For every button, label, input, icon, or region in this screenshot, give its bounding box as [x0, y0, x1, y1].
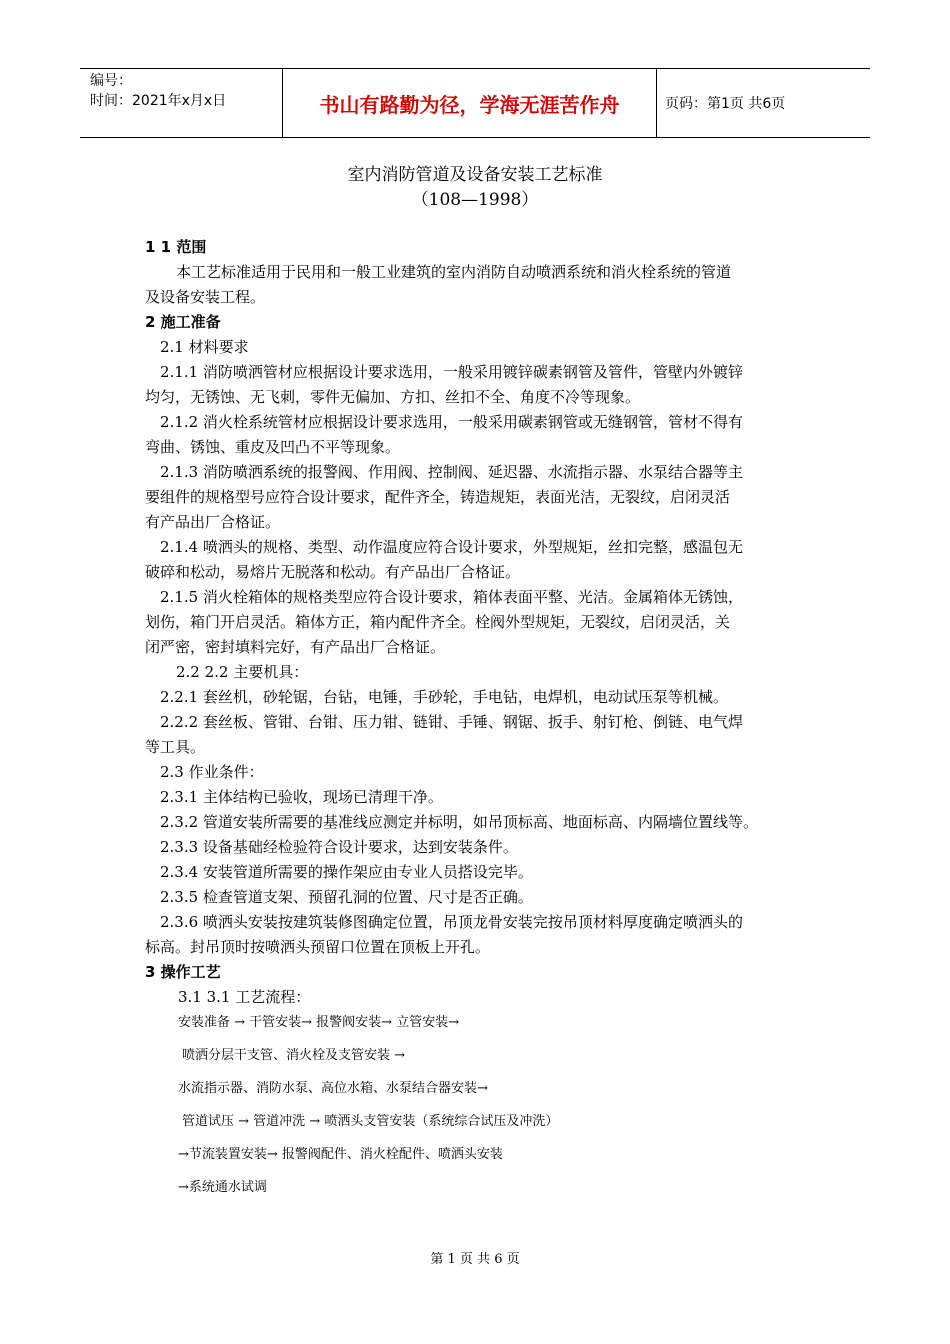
subsection-heading: 2.2 2.2 主要机具： — [176, 663, 309, 681]
flow-step-line: →节流装置安装→ 报警阀配件、消火栓配件、喷洒头安装 — [178, 1147, 503, 1162]
section-3-heading: 3 操作工艺 — [145, 963, 221, 981]
paragraph-line: 2.1.5 消火栓箱体的规格类型应符合设计要求，箱体表面平整、光洁。金属箱体无锈蚀， — [160, 588, 743, 606]
header-table — [80, 68, 870, 138]
paragraph-line: 要组件的规格型号应符合设计要求，配件齐全，铸造规矩，表面光洁，无裂纹，启闭灵活 — [145, 488, 731, 506]
section-1-heading: 1 1 范围 — [145, 238, 207, 256]
paragraph-line: 弯曲、锈蚀、重皮及凹凸不平等现象。 — [145, 438, 401, 456]
paragraph-line: 2.1.2 消火栓系统管材应根据设计要求选用，一般采用碳素钢管或无缝钢管，管材不得有 — [160, 413, 743, 431]
page-info: 页码：第1页 共6页 — [665, 96, 786, 112]
paragraph-line: 2.3.2 管道安装所需要的基准线应测定并标明，如吊顶标高、地面标高、内隔墙位置线等。 — [160, 813, 758, 831]
motto: 书山有路勤为径，学海无涯苦作舟 — [283, 69, 657, 137]
paragraph-line: 2.3.5 检查管道支架、预留孔洞的位置、尺寸是否正确。 — [160, 888, 533, 906]
document-subtitle: （108—1998） — [411, 190, 539, 210]
paragraph-line: 2.2.2 套丝板、管钳、台钳、压力钳、链钳、手锤、钢锯、扳手、射钉枪、倒链、电气焊 — [160, 713, 743, 731]
paragraph-line: 及设备安装工程。 — [145, 288, 266, 306]
flow-step-line: 喷洒分层干支管、消火栓及支管安装 → — [182, 1048, 406, 1063]
paragraph-line: 2.1.4 喷洒头的规格、类型、动作温度应符合设计要求，外型规矩，丝扣完整，感温包无 — [160, 538, 743, 556]
paragraph-line: 闭严密，密封填料完好，有产品出厂合格证。 — [145, 638, 446, 656]
subsection-heading: 3.1 3.1 工艺流程： — [178, 988, 311, 1006]
paragraph-line: 2.1.1 消防喷洒管材应根据设计要求选用，一般采用镀锌碳素钢管及管件，管壁内外镀锌 — [160, 363, 743, 381]
flow-step-line: 管道试压 → 管道冲洗 → 喷洒头支管安装（系统综合试压及冲洗） — [182, 1114, 559, 1129]
paragraph-line: 标高。封吊顶时按喷洒头预留口位置在顶板上开孔。 — [145, 938, 491, 956]
paragraph-line: 破碎和松动，易熔片无脱落和松动。有产品出厂合格证。 — [145, 563, 521, 581]
flow-step-line: 安装准备 → 干管安装→ 报警阀安装→ 立管安装→ — [178, 1015, 460, 1030]
paragraph-line: 2.2.1 套丝机，砂轮锯，台钻，电锤，手砂轮，手电钻，电焊机，电动试压泵等机械。 — [160, 688, 728, 706]
flow-step-line: 水流指示器、消防水泵、高位水箱、水泵结合器安装→ — [178, 1081, 488, 1096]
paragraph-line: 本工艺标准适用于民用和一般工业建筑的室内消防自动喷洒系统和消火栓系统的管道 — [176, 263, 732, 281]
paragraph-line: 2.3.1 主体结构已验收，现场已清理干净。 — [160, 788, 443, 806]
time-label: 时间：2021年x月x日 — [90, 93, 227, 109]
paragraph-line: 2.3.6 喷洒头安装按建筑装修图确定位置，吊顶龙骨安装完按吊顶材料厚度确定喷洒头的 — [160, 913, 743, 931]
page-footer: 第 1 页 共 6 页 — [430, 1252, 520, 1267]
section-2-heading: 2 施工准备 — [145, 313, 221, 331]
number-label: 编号： — [90, 73, 132, 89]
paragraph-line: 2.1.3 消防喷洒系统的报警阀、作用阀、控制阀、延迟器、水流指示器、水泵结合器等主 — [160, 463, 743, 481]
paragraph-line: 划伤，箱门开启灵活。箱体方正，箱内配件齐全。栓阀外型规矩，无裂纹，启闭灵活，关 — [145, 613, 731, 631]
paragraph-line: 等工具。 — [145, 738, 206, 756]
paragraph-line: 2.3.3 设备基础经检验符合设计要求，达到安装条件。 — [160, 838, 518, 856]
subsection-heading: 2.1 材料要求 — [160, 338, 249, 356]
subsection-heading: 2.3 作业条件： — [160, 763, 264, 781]
header-left-cell — [80, 69, 283, 137]
paragraph-line: 有产品出厂合格证。 — [145, 513, 281, 531]
paragraph-line: 2.3.4 安装管道所需要的操作架应由专业人员搭设完毕。 — [160, 863, 533, 881]
document-title: 室内消防管道及设备安装工艺标准 — [347, 165, 603, 185]
flow-step-line: →系统通水试调 — [178, 1180, 267, 1195]
paragraph-line: 均匀，无锈蚀、无飞刺，零件无偏加、方扣、丝扣不全、角度不冷等现象。 — [145, 388, 641, 406]
